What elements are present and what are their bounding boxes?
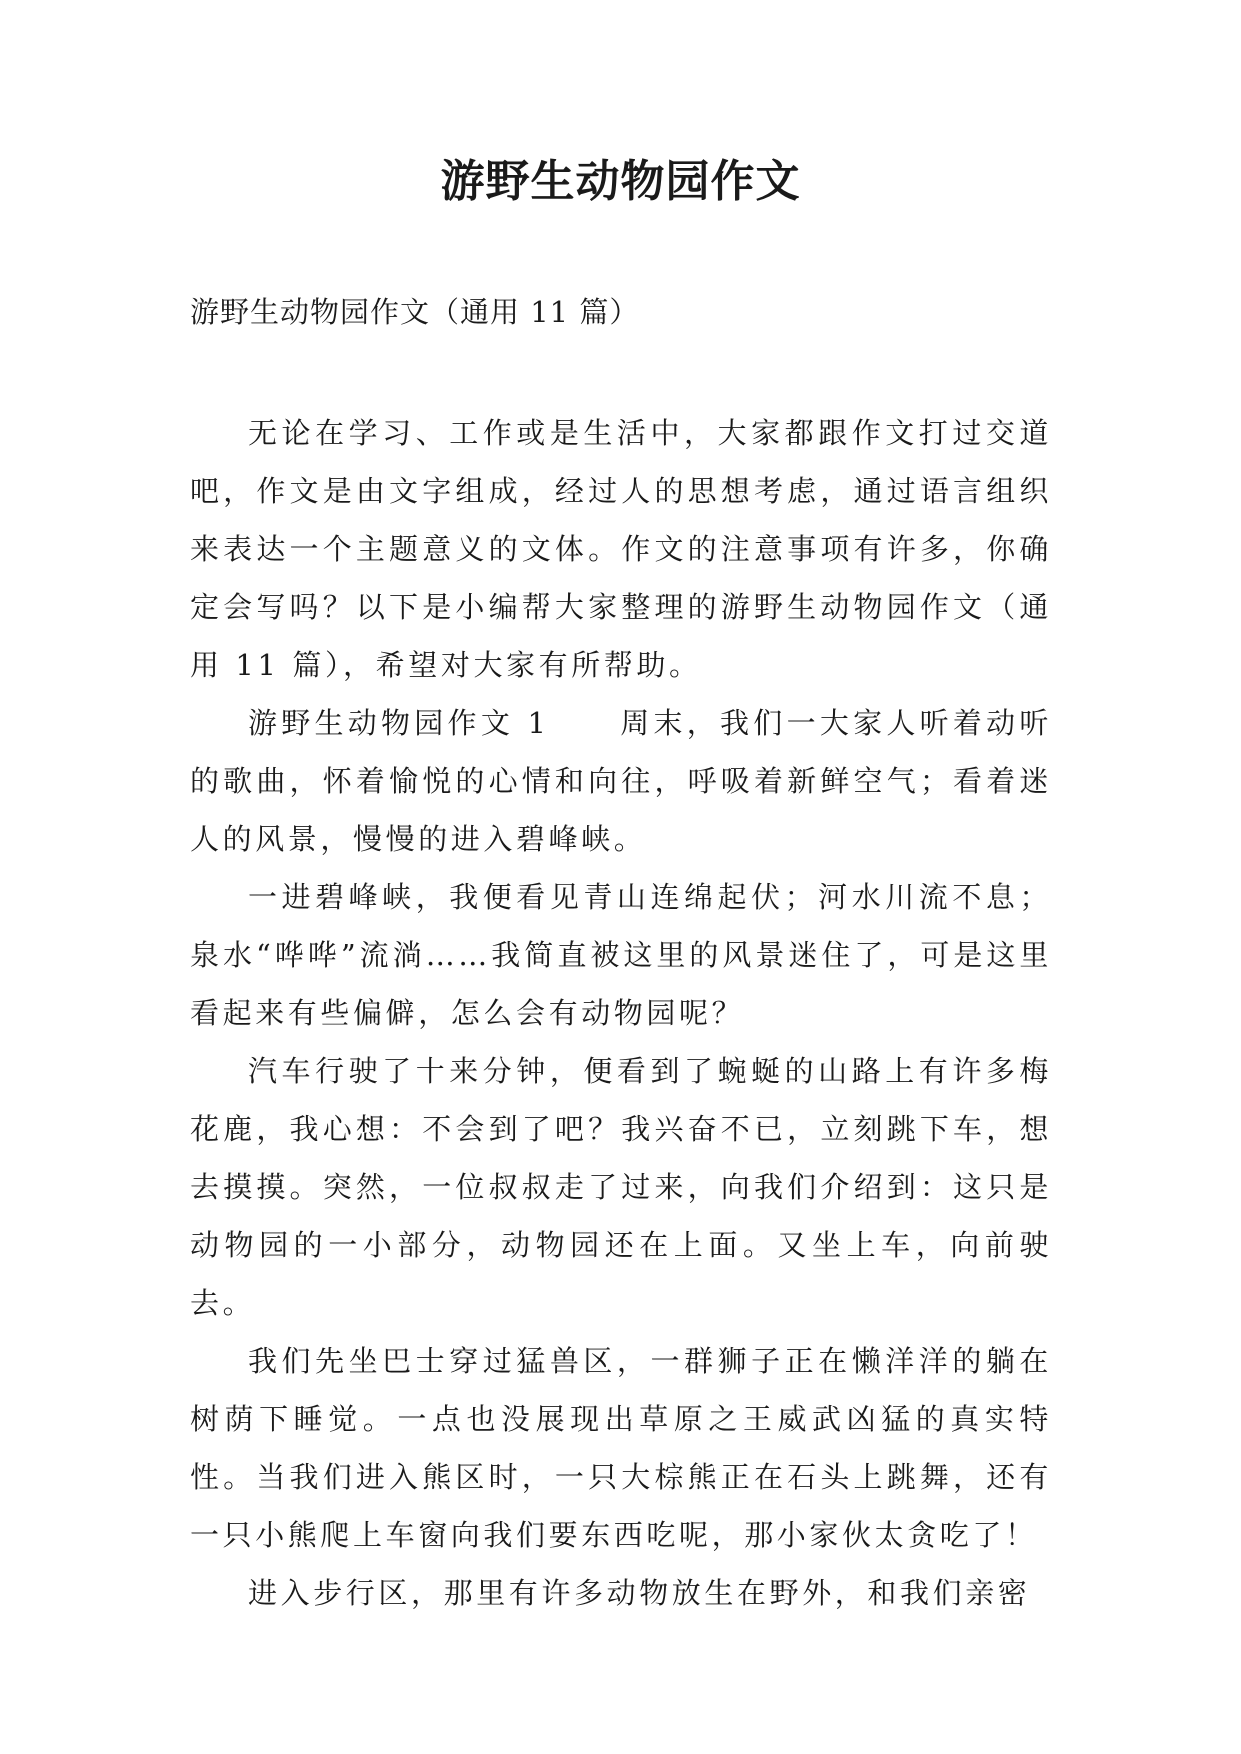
document-title: 游野生动物园作文 — [440, 156, 801, 207]
body-paragraph: 一进碧峰峡，我便看见青山连绵起伏；河水川流不息；泉水“哗哗”流淌……我简直被这里的风景迷住了，可是这里看起来有些偏僻，怎么会有动物园呢？ — [190, 880, 1052, 1030]
document-body — [190, 404, 1052, 1622]
section-1-text: 周末，我们一大家人听着动听的歌曲，怀着愉悦的心情和向往，呼吸着新鲜空气；看着迷人的风景，慢慢的进入碧峰峡。 — [190, 706, 1052, 856]
section-1-paragraph — [190, 694, 1052, 868]
body-paragraph: 进入步行区，那里有许多动物放生在野外，和我们亲密 — [248, 1576, 1031, 1610]
intro-paragraph: 无论在学习、工作或是生活中，大家都跟作文打过交道吧，作文是由文字组成，经过人的思想考虑，通过语言组织来表达一个主题意义的文体。作文的注意事项有许多，你确定会写吗？以下是小编帮大家整理的游野生动物园作文（通用 11 篇），希望对大家有所帮助。 — [190, 416, 1052, 682]
document-subtitle: 游野生动物园作文（通用 11 篇） — [190, 295, 640, 329]
section-1-heading: 游野生动物园作文 1 — [248, 706, 550, 740]
body-paragraph: 汽车行驶了十来分钟，便看到了蜿蜒的山路上有许多梅花鹿，我心想：不会到了吧？我兴奋不已，立刻跳下车，想去摸摸。突然，一位叔叔走了过来，向我们介绍到：这只是动物园的一小部分，动物园还在上面。又坐上车，向前驶去。 — [190, 1054, 1052, 1320]
body-paragraph: 我们先坐巴士穿过猛兽区，一群狮子正在懒洋洋的躺在树荫下睡觉。一点也没展现出草原之王威武凶猛的真实特性。当我们进入熊区时，一只大棕熊正在石头上跳舞，还有一只小熊爬上车窗向我们要东西吃呢，那小家伙太贪吃了！ — [190, 1344, 1052, 1552]
